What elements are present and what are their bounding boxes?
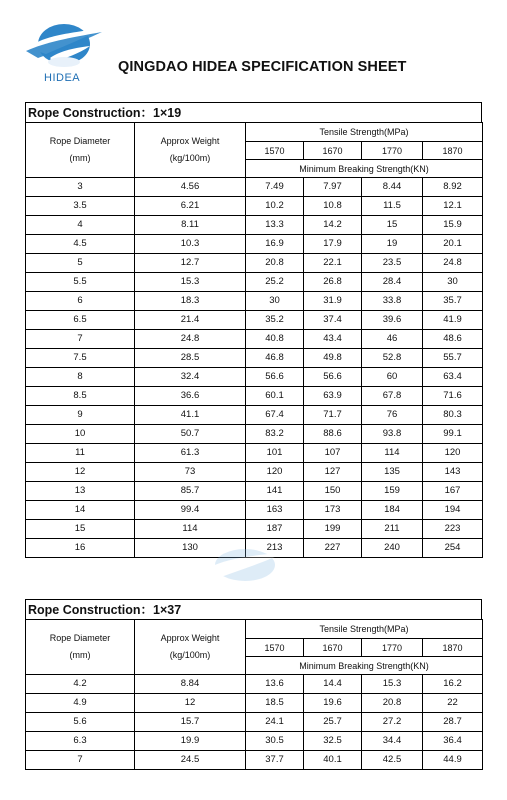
table-cell: 17.9 (304, 235, 362, 254)
header-label: Rope Diameter (49, 633, 111, 643)
table-cell: 11.5 (362, 197, 423, 216)
table-cell: 99.4 (135, 501, 246, 520)
table-cell: 15 (26, 520, 135, 539)
table-cell: 40.1 (304, 751, 362, 770)
table-cell: 60 (362, 368, 423, 387)
table-cell: 43.4 (304, 330, 362, 349)
grade-header: 1670 (304, 142, 362, 160)
table-cell: 56.6 (246, 368, 304, 387)
table-cell: 15.3 (362, 675, 423, 694)
table-cell: 22.1 (304, 254, 362, 273)
table-cell: 6 (26, 292, 135, 311)
table-cell: 80.3 (423, 406, 483, 425)
table-cell: 8.11 (135, 216, 246, 235)
table-cell: 10.2 (246, 197, 304, 216)
grade-header: 1770 (362, 639, 423, 657)
table-cell: 41.1 (135, 406, 246, 425)
table-cell: 32.5 (304, 732, 362, 751)
table-cell: 24.8 (135, 330, 246, 349)
header-unit: (kg/100m) (169, 153, 211, 163)
table-cell: 15 (362, 216, 423, 235)
table-row (26, 675, 483, 694)
table-cell: 35.7 (423, 292, 483, 311)
table-body (26, 178, 483, 558)
table-cell: 16.2 (423, 675, 483, 694)
table-cell: 12.7 (135, 254, 246, 273)
table-cell: 184 (362, 501, 423, 520)
table-cell: 46.8 (246, 349, 304, 368)
tensile-strength-header: Tensile Strength(MPa) (246, 123, 483, 142)
table-cell: 52.8 (362, 349, 423, 368)
table-cell: 141 (246, 482, 304, 501)
table-cell: 30 (423, 273, 483, 292)
table-cell: 8.44 (362, 178, 423, 197)
table-cell: 5.5 (26, 273, 135, 292)
table-cell: 63.9 (304, 387, 362, 406)
table-cell: 127 (304, 463, 362, 482)
table-cell: 7 (26, 330, 135, 349)
table-cell: 23.5 (362, 254, 423, 273)
table-cell: 33.8 (362, 292, 423, 311)
table-cell: 114 (135, 520, 246, 539)
table-row (26, 235, 483, 254)
table-cell: 4 (26, 216, 135, 235)
table-cell: 187 (246, 520, 304, 539)
table-cell: 99.1 (423, 425, 483, 444)
table-cell: 213 (246, 539, 304, 558)
header-label: Approx Weight (160, 633, 220, 643)
table-cell: 49.8 (304, 349, 362, 368)
table-cell: 6.5 (26, 311, 135, 330)
table-cell: 7.49 (246, 178, 304, 197)
page-header (0, 0, 507, 100)
table-cell: 63.4 (423, 368, 483, 387)
table-cell: 163 (246, 501, 304, 520)
table-cell: 46 (362, 330, 423, 349)
grade-header: 1570 (246, 142, 304, 160)
table-row (26, 273, 483, 292)
table-cell: 44.9 (423, 751, 483, 770)
table-cell: 10.8 (304, 197, 362, 216)
table-cell: 3 (26, 178, 135, 197)
table-cell: 12 (26, 463, 135, 482)
table-cell: 8 (26, 368, 135, 387)
table-cell: 4.2 (26, 675, 135, 694)
table-cell: 107 (304, 444, 362, 463)
table-cell: 21.4 (135, 311, 246, 330)
table-row (26, 751, 483, 770)
table-cell: 10.3 (135, 235, 246, 254)
table-cell: 15.3 (135, 273, 246, 292)
grade-header: 1870 (423, 142, 483, 160)
table-row (26, 178, 483, 197)
table-row (26, 197, 483, 216)
table-cell: 28.4 (362, 273, 423, 292)
min-breaking-header: Minimum Breaking Strength(KN) (246, 160, 483, 178)
table-cell: 48.6 (423, 330, 483, 349)
table-cell: 28.7 (423, 713, 483, 732)
table-row (26, 482, 483, 501)
table-cell: 4.9 (26, 694, 135, 713)
table-cell: 240 (362, 539, 423, 558)
table-row (26, 425, 483, 444)
spec-table-1x37 (25, 599, 482, 770)
table-cell: 6.3 (26, 732, 135, 751)
table-cell: 20.1 (423, 235, 483, 254)
table-cell: 120 (423, 444, 483, 463)
table-cell: 60.1 (246, 387, 304, 406)
table-cell: 7 (26, 751, 135, 770)
table-cell: 56.6 (304, 368, 362, 387)
table-cell: 40.8 (246, 330, 304, 349)
table-cell: 120 (246, 463, 304, 482)
table-cell: 19.9 (135, 732, 246, 751)
table-row (26, 539, 483, 558)
table-cell: 42.5 (362, 751, 423, 770)
table-cell: 71.6 (423, 387, 483, 406)
table-cell: 31.9 (304, 292, 362, 311)
table-cell: 20.8 (246, 254, 304, 273)
table-cell: 55.7 (423, 349, 483, 368)
table-cell: 211 (362, 520, 423, 539)
table-cell: 26.8 (304, 273, 362, 292)
tensile-strength-header: Tensile Strength(MPa) (246, 620, 483, 639)
grade-header: 1770 (362, 142, 423, 160)
table-cell: 36.6 (135, 387, 246, 406)
table-cell: 13.3 (246, 216, 304, 235)
table-cell: 27.2 (362, 713, 423, 732)
table-row (26, 732, 483, 751)
table-cell: 67.8 (362, 387, 423, 406)
header-unit: (mm) (69, 650, 91, 660)
table-cell: 14.2 (304, 216, 362, 235)
table-cell: 114 (362, 444, 423, 463)
logo-text: HIDEA (44, 72, 81, 84)
table-cell: 24.8 (423, 254, 483, 273)
table-cell: 73 (135, 463, 246, 482)
table-cell: 16.9 (246, 235, 304, 254)
table-cell: 167 (423, 482, 483, 501)
table-cell: 18.5 (246, 694, 304, 713)
table-row (26, 694, 483, 713)
table-cell: 8.5 (26, 387, 135, 406)
table-row (26, 216, 483, 235)
grade-header: 1670 (304, 639, 362, 657)
table-row (26, 713, 483, 732)
table-row (26, 463, 483, 482)
table-cell: 159 (362, 482, 423, 501)
table-cell: 71.7 (304, 406, 362, 425)
spec-table-1x19 (25, 102, 482, 558)
table-row (26, 368, 483, 387)
table-cell: 8.84 (135, 675, 246, 694)
rope-diameter-header (26, 123, 135, 178)
table-cell: 24.1 (246, 713, 304, 732)
table-row (26, 330, 483, 349)
table-title: Rope Construction：1×37 (25, 599, 482, 619)
table-cell: 13 (26, 482, 135, 501)
table-row (26, 520, 483, 539)
table-cell: 41.9 (423, 311, 483, 330)
table-cell: 143 (423, 463, 483, 482)
table-cell: 36.4 (423, 732, 483, 751)
header-label: Rope Diameter (49, 136, 111, 146)
table-cell: 4.5 (26, 235, 135, 254)
table-cell: 10 (26, 425, 135, 444)
table-row (26, 501, 483, 520)
grade-header: 1570 (246, 639, 304, 657)
table-cell: 150 (304, 482, 362, 501)
table-cell: 254 (423, 539, 483, 558)
table-cell: 15.9 (423, 216, 483, 235)
table-cell: 50.7 (135, 425, 246, 444)
table-cell: 25.7 (304, 713, 362, 732)
table-row (26, 444, 483, 463)
table-cell: 5 (26, 254, 135, 273)
spec-table (25, 619, 483, 770)
table-cell: 88.6 (304, 425, 362, 444)
page-title: QINGDAO HIDEA SPECIFICATION SHEET (118, 59, 407, 75)
table-cell: 24.5 (135, 751, 246, 770)
table-row (26, 292, 483, 311)
spec-table (25, 122, 483, 558)
table-cell: 194 (423, 501, 483, 520)
table-cell: 6.21 (135, 197, 246, 216)
table-cell: 7.5 (26, 349, 135, 368)
table-cell: 76 (362, 406, 423, 425)
table-title: Rope Construction：1×19 (25, 102, 482, 122)
rope-diameter-header (26, 620, 135, 675)
header-label: Approx Weight (160, 136, 220, 146)
table-cell: 135 (362, 463, 423, 482)
table-cell: 14 (26, 501, 135, 520)
table-cell: 11 (26, 444, 135, 463)
table-cell: 83.2 (246, 425, 304, 444)
table-cell: 7.97 (304, 178, 362, 197)
table-cell: 223 (423, 520, 483, 539)
table-cell: 22 (423, 694, 483, 713)
table-row (26, 406, 483, 425)
table-cell: 5.6 (26, 713, 135, 732)
table-cell: 12.1 (423, 197, 483, 216)
table-cell: 19 (362, 235, 423, 254)
table-row (26, 254, 483, 273)
table-cell: 93.8 (362, 425, 423, 444)
table-cell: 35.2 (246, 311, 304, 330)
table-cell: 20.8 (362, 694, 423, 713)
table-cell: 30.5 (246, 732, 304, 751)
table-cell: 130 (135, 539, 246, 558)
header-unit: (kg/100m) (169, 650, 211, 660)
table-cell: 37.4 (304, 311, 362, 330)
table-cell: 101 (246, 444, 304, 463)
approx-weight-header (135, 620, 246, 675)
table-cell: 61.3 (135, 444, 246, 463)
table-row (26, 387, 483, 406)
table-cell: 4.56 (135, 178, 246, 197)
table-cell: 28.5 (135, 349, 246, 368)
table-cell: 12 (135, 694, 246, 713)
table-cell: 32.4 (135, 368, 246, 387)
table-cell: 16 (26, 539, 135, 558)
grade-header: 1870 (423, 639, 483, 657)
table-cell: 199 (304, 520, 362, 539)
table-cell: 14.4 (304, 675, 362, 694)
table-cell: 13.6 (246, 675, 304, 694)
table-cell: 173 (304, 501, 362, 520)
min-breaking-header: Minimum Breaking Strength(KN) (246, 657, 483, 675)
table-cell: 8.92 (423, 178, 483, 197)
table-cell: 9 (26, 406, 135, 425)
table-cell: 85.7 (135, 482, 246, 501)
table-body (26, 675, 483, 770)
table-row (26, 311, 483, 330)
table-cell: 15.7 (135, 713, 246, 732)
table-cell: 67.4 (246, 406, 304, 425)
approx-weight-header (135, 123, 246, 178)
table-cell: 39.6 (362, 311, 423, 330)
table-cell: 19.6 (304, 694, 362, 713)
table-cell: 18.3 (135, 292, 246, 311)
table-cell: 3.5 (26, 197, 135, 216)
table-cell: 37.7 (246, 751, 304, 770)
table-cell: 30 (246, 292, 304, 311)
table-cell: 227 (304, 539, 362, 558)
table-row (26, 349, 483, 368)
header-unit: (mm) (69, 153, 91, 163)
table-cell: 25.2 (246, 273, 304, 292)
table-cell: 34.4 (362, 732, 423, 751)
